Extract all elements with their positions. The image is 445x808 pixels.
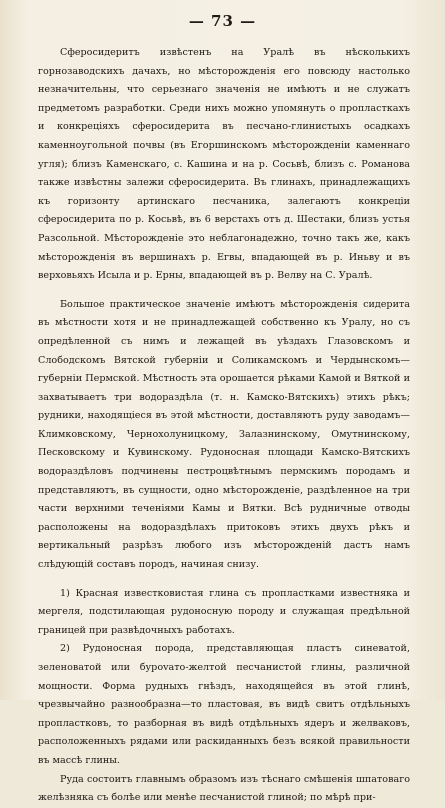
list-item-2: 2) Рудоносная порода, представляющая пластъ синеватой, зеленоватой или бурovато-желтой песчанистой глины, различной мощности. Форма рудныхъ гнѣздъ, находящейся въ этой глинѣ, чрезвычайно разнообразна—то пластовая, въ видѣ свитъ отдѣльныхъ пропластковъ, то разборная въ видѣ отдѣльныхъ ядеръ и желваковъ, расположенныхъ рядами или раскиданныхъ безъ всякой правильности въ массѣ глины. [38, 643, 410, 766]
paragraph-gap [38, 575, 410, 585]
paragraph-gap [38, 286, 410, 296]
page-number: — 73 — [188, 12, 257, 30]
page-body [38, 44, 410, 808]
paragraph-ore-composition: Руда состоитъ главнымъ образомъ изъ тѣснаго смѣшенія шпатоваго желѣзняка съ болѣе или менѣе песчанистой глиной; по мѣрѣ при- [38, 773, 410, 804]
list-item-1: 1) Красная известковистая глина съ пропластками известняка и мергеля, подстилающая рудоносную породу и служащая предѣльной границей при развѣдочныхъ работахъ. [38, 587, 410, 636]
paragraph-sferosiderit: Сферосидеритъ извѣстенъ на Уралѣ въ нѣсколькихъ горнозаводскихъ дачахъ, но мѣсторожденія его повсюду настолько незначительны, что серьезнаго значенія не имѣютъ и не служатъ предметомъ разработки. Среди нихъ можно упомянуть о пропласткахъ и конкреціяхъ сферосидерита въ песчано-глинистыхъ осадкахъ каменноугольной почвы (въ Егоршинскомъ мѣсторожденіи каменнаго угля); близъ Каменскаго, с. Кашина и на р. Сосьвѣ, близъ с. Романова также извѣстны залежи сферосидерита. Въ глинахъ, принадлежащихъ къ горизонту артинскаго песчаника, залегаютъ конкреціи сферосидерита по р. Косьвѣ, въ 6 верстахъ отъ д. Шестаки, близъ устья Разсольной. Мѣсторожденіе это неблагонадежно, точно такъ же, какъ мѣсторожденія въ вершинахъ р. Егвы, впадающей въ р. Иньву и въ верховьяхъ Исыла и р. Ерны, впадающей въ р. Велву на С. Уралѣ. [38, 47, 410, 282]
paragraph-siderite-deposits: Большое практическое значеніе имѣютъ мѣсторожденія сидерита въ мѣстности хотя и не принадлежащей собственно къ Уралу, но съ опредѣленной съ нимъ и лежащей въ уѣздахъ Глазовскомъ и Слободскомъ Вятской губерніи и Соликамскомъ и Чердынскомъ— губерніи Пермской. Мѣстность эта орошается рѣками Камой и Вяткой и захватываетъ три водораздѣла (т. н. Камско-Вятскихъ) этихъ рѣкъ; рудники, находящіеся въ этой мѣстности, доставляютъ руду заводамъ—Климковскому, Чернохолуницкому, Залазнинскому, Омутнинскому, Песковскому и Кувинскому. Рудоносная площади Камско-Вятскихъ водораздѣловъ подчинены пестроцвѣтнымъ пермскимъ породамъ и представляютъ, въ сущности, одно мѣсторожденіе, раздѣленное на три части верхними теченіями Камы и Вятки. Всѣ рудничные отводы расположены на водораздѣлахъ притоковъ этихъ двухъ рѣкъ и вертикальный разрѣзъ любого изъ мѣсторожденій дастъ намъ слѣдующій составъ породъ, начиная снизу. [38, 298, 410, 571]
